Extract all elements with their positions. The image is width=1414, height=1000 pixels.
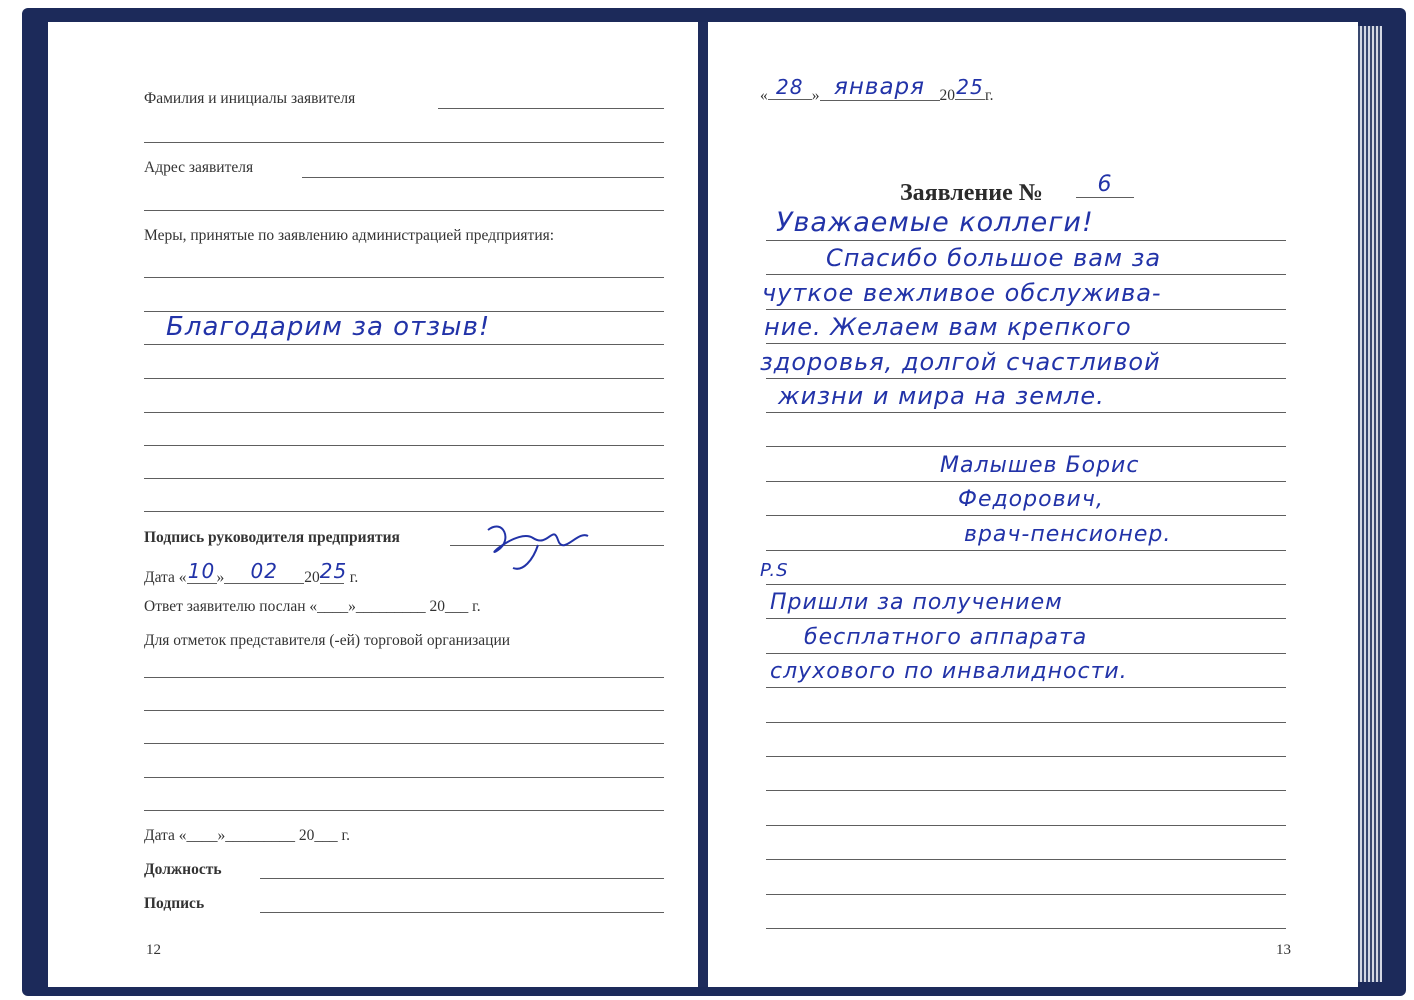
writing-line <box>766 859 1286 860</box>
writing-line <box>766 825 1286 826</box>
measures-line <box>144 277 664 278</box>
position-label: Должность <box>144 861 222 878</box>
writing-line <box>766 653 1286 654</box>
org-notes-line <box>144 777 664 778</box>
writing-line <box>766 790 1286 791</box>
writing-line <box>766 446 1286 447</box>
applicant-address-line-2 <box>144 210 664 211</box>
position-line <box>260 878 664 879</box>
writing-line <box>766 894 1286 895</box>
blank-date-label: Дата «____»_________ 20___ г. <box>144 827 351 844</box>
writing-line <box>766 412 1286 413</box>
signature-label: Подпись <box>144 895 205 912</box>
writing-line <box>766 274 1286 275</box>
org-representative-label: Для отметок представителя (-ей) торговой организации <box>144 632 511 649</box>
applicant-name-line-2 <box>144 142 664 143</box>
writing-line <box>766 515 1286 516</box>
handwritten-line: Малышев Борис <box>940 452 1140 478</box>
date-day: 28 <box>768 75 812 100</box>
measures-handwritten: Благодарим за отзыв! <box>166 312 491 342</box>
writing-line <box>766 240 1286 241</box>
writing-line <box>766 343 1286 344</box>
handwritten-line: Пришли за получением <box>770 590 1063 616</box>
book-spine-gutter <box>698 22 708 987</box>
org-notes-line <box>144 710 664 711</box>
measures-label: Меры, принятые по заявлению администрацией предприятия: <box>144 227 555 244</box>
handwritten-line: Спасибо большое вам за <box>826 244 1162 273</box>
measures-line <box>144 344 664 345</box>
date-month: января <box>820 74 940 101</box>
applicant-address-label: Адрес заявителя <box>144 159 254 176</box>
measures-line <box>144 445 664 446</box>
date-year: 25 <box>319 559 348 583</box>
manager-signature-label: Подпись руководителя предприятия <box>144 529 400 546</box>
writing-line <box>766 584 1286 585</box>
date-close: » <box>811 87 820 104</box>
date-month: 02 <box>224 559 304 584</box>
applicant-address-line <box>302 177 664 178</box>
right-page <box>708 22 1358 987</box>
page-number-left: 12 <box>146 942 161 958</box>
date-close: » <box>216 569 225 586</box>
handwritten-line: слухового по инвалидности. <box>770 659 1128 685</box>
statement-number: 6 <box>1076 172 1134 198</box>
left-page <box>48 22 698 987</box>
page-number-right: 13 <box>1276 942 1291 958</box>
writing-line <box>766 309 1286 310</box>
handwritten-line: P.S <box>760 560 789 581</box>
writing-line <box>766 378 1286 379</box>
date-suffix: г. <box>349 569 359 586</box>
measures-line <box>144 412 664 413</box>
writing-line <box>766 481 1286 482</box>
applicant-name-line <box>438 108 664 109</box>
handwritten-line: чуткое вежливое обслужива- <box>762 278 1162 307</box>
page-edges <box>1358 26 1382 982</box>
date-year: 25 <box>956 75 984 99</box>
reply-sent-label: Ответ заявителю послан «____»_________ 20___ г. <box>144 598 481 615</box>
writing-line <box>766 722 1286 723</box>
statement-title: Заявление № <box>900 180 1043 206</box>
measures-line <box>144 378 664 379</box>
handwritten-line: Уважаемые коллеги! <box>776 207 1094 238</box>
applicant-name-label: Фамилия и инициалы заявителя <box>144 90 356 107</box>
writing-line <box>766 756 1286 757</box>
handwritten-line: ние. Желаем вам крепкого <box>764 313 1132 342</box>
handwritten-line: здоровья, долгой счастливой <box>760 347 1161 376</box>
review-date <box>144 559 359 588</box>
date-prefix: Дата « <box>144 569 187 586</box>
writing-line <box>766 687 1286 688</box>
signature-line <box>260 912 664 913</box>
handwritten-line: врач-пенсионер. <box>964 521 1172 547</box>
date-day: 10 <box>187 559 216 583</box>
date-open: « <box>760 87 768 104</box>
date-year-prefix: 20 <box>939 87 955 104</box>
handwritten-line: бесплатного аппарата <box>804 624 1088 650</box>
org-notes-line <box>144 677 664 678</box>
org-notes-line <box>144 743 664 744</box>
statement-date <box>760 74 994 107</box>
manager-signature <box>478 510 598 578</box>
writing-line <box>766 928 1286 929</box>
measures-line <box>144 478 664 479</box>
date-year-prefix: 20 <box>304 569 320 586</box>
writing-line <box>766 550 1286 551</box>
writing-line <box>766 618 1286 619</box>
date-suffix: г. <box>985 87 994 104</box>
handwritten-line: жизни и мира на земле. <box>778 382 1105 410</box>
handwritten-line: Федорович, <box>958 487 1104 513</box>
org-notes-line <box>144 810 664 811</box>
